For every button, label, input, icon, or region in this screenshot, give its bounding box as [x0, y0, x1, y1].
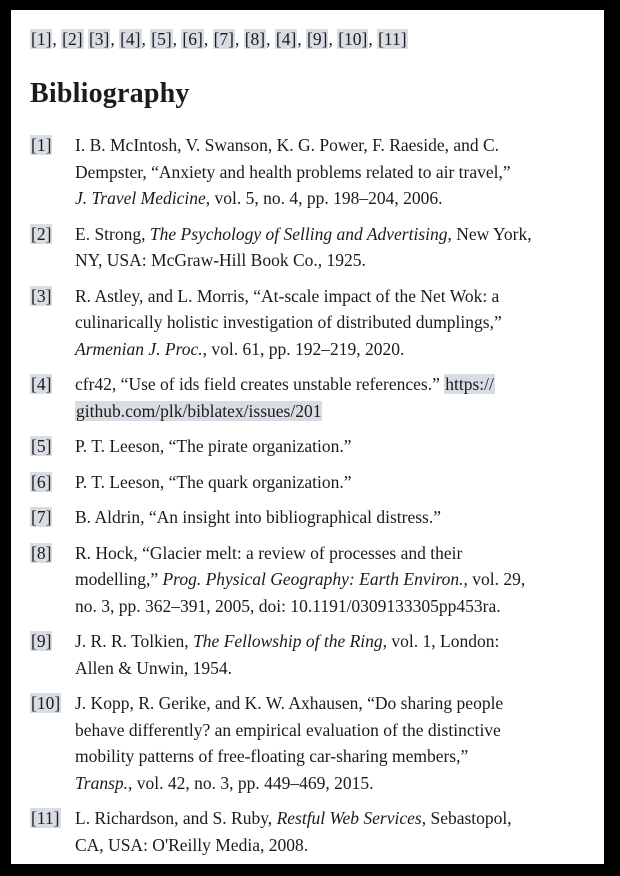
- entry-label[interactable]: [3]: [31, 285, 52, 306]
- entry-text-run: CA, USA: O'Reilly Media, 2008.: [75, 834, 309, 855]
- entry-text-run: , Sebastopol,: [421, 808, 512, 828]
- entry-body: [75, 628, 582, 681]
- entry-line: [75, 770, 582, 797]
- bibliography-heading: Bibliography: [30, 78, 190, 109]
- entry-line: [75, 283, 582, 310]
- entry-line: [75, 469, 582, 496]
- entry-text-run: L. Richardson, and S. Ruby,: [75, 808, 277, 828]
- entry-text-run: cfr42, “Use of ids field creates unstable references.”: [75, 374, 445, 394]
- bibliography-entry: [30, 540, 582, 620]
- bibliography-entry: [30, 805, 582, 858]
- bibliography-list: [30, 132, 582, 858]
- citation-ref[interactable]: [7]: [213, 29, 234, 49]
- entry-line: [75, 221, 582, 248]
- entry-body: [75, 433, 582, 460]
- entry-label-cell: [30, 690, 75, 796]
- entry-label-cell: [30, 540, 75, 620]
- citation-ref[interactable]: [10]: [338, 29, 368, 49]
- citation-ref[interactable]: [1]: [31, 29, 52, 49]
- entry-label[interactable]: [7]: [31, 507, 52, 527]
- citation-ref[interactable]: [4]: [275, 29, 297, 49]
- entry-label[interactable]: [10]: [31, 693, 61, 713]
- entry-line: [75, 593, 582, 620]
- bibliography-entry: [30, 132, 582, 212]
- entry-line: [75, 628, 582, 655]
- entry-text-run: E. Strong,: [75, 223, 150, 244]
- citation-ref[interactable]: [6]: [182, 29, 203, 49]
- entry-body: [75, 540, 582, 620]
- entry-line: [75, 185, 582, 212]
- entry-text-run: J. R. R. Tolkien,: [75, 631, 194, 651]
- entry-body: [75, 132, 582, 212]
- work-title: The Fellowship of the Ring: [193, 631, 383, 651]
- entry-text-run: Dempster, “Anxiety and health problems related to air travel,”: [75, 161, 511, 182]
- entry-line: [75, 655, 582, 682]
- entry-line: [75, 132, 582, 159]
- entry-label-cell: [30, 221, 75, 274]
- entry-text-run: , vol. 5, no. 4, pp. 198–204, 2006.: [205, 188, 443, 208]
- entry-line: [75, 743, 582, 770]
- bibliography-entry: [30, 628, 582, 681]
- entry-line: [75, 371, 582, 398]
- entry-text-run: , New York,: [447, 223, 532, 244]
- entry-line: [75, 504, 582, 531]
- entry-text-run: J. Kopp, R. Gerike, and K. W. Axhausen, “Do sharing people: [75, 693, 504, 713]
- entry-text-run: NY, USA: McGraw-Hill Book Co., 1925.: [75, 250, 366, 270]
- entry-text-run: P. T. Leeson, “The pirate organization.”: [75, 436, 352, 456]
- bibliography-entry: [30, 469, 582, 496]
- entry-line: [75, 717, 582, 744]
- entry-label-cell: [30, 504, 75, 531]
- entry-text-run: culinarically holistic investigation of distributed dumplings,”: [75, 312, 502, 332]
- citation-line: [1], [2] [3], [4], [5], [6], [7], [8], [4], [9], [10], [11]: [31, 29, 407, 49]
- entry-text-run: modelling,”: [75, 569, 163, 589]
- entry-text-run: , vol. 1, London:: [382, 631, 500, 651]
- entry-body: [75, 690, 582, 796]
- bibliography-entry: [30, 433, 582, 460]
- entry-line: [75, 159, 582, 186]
- entry-text-run: B. Aldrin, “An insight into bibliographical distress.”: [75, 507, 442, 527]
- entry-label-cell: [30, 283, 75, 363]
- entry-body: [75, 371, 582, 424]
- entry-label-cell: [30, 628, 75, 681]
- citation-ref[interactable]: [4]: [120, 29, 141, 49]
- entry-text-run: , vol. 42, no. 3, pp. 449–469, 2015.: [128, 772, 374, 793]
- entry-label[interactable]: [8]: [31, 542, 52, 563]
- entry-body: [75, 469, 582, 496]
- entry-body: [75, 221, 582, 274]
- entry-label[interactable]: [2]: [31, 223, 52, 244]
- work-title: Armenian J. Proc.: [75, 338, 203, 359]
- entry-text-run: behave differently? an empirical evaluation of the distinctive: [75, 719, 501, 740]
- entry-body: [75, 504, 582, 531]
- work-title: Transp.: [75, 772, 129, 793]
- bibliography-entry: [30, 283, 582, 363]
- entry-label-cell: [30, 805, 75, 858]
- document-page: [11, 10, 604, 864]
- entry-label[interactable]: [11]: [31, 808, 60, 828]
- entry-label-cell: [30, 433, 75, 460]
- entry-line: [75, 690, 582, 717]
- entry-text-run: I. B. McIntosh, V. Swanson, K. G. Power, F. Raeside, and C.: [75, 135, 500, 155]
- work-title: Restful Web Services: [276, 808, 422, 828]
- entry-line: [75, 398, 582, 425]
- bibliography-entry: [30, 690, 582, 796]
- entry-text-run: , vol. 61, pp. 192–219, 2020.: [202, 338, 405, 359]
- citation-ref[interactable]: [2]: [62, 29, 83, 49]
- entry-label[interactable]: [6]: [31, 471, 52, 492]
- entry-line: [75, 336, 582, 363]
- entry-text-run: mobility patterns of free-floating car-sharing members,”: [75, 746, 469, 766]
- entry-label[interactable]: [9]: [31, 631, 52, 651]
- entry-text-run: R. Astley, and L. Morris, “At-scale impact of the Net Wok: a: [75, 285, 500, 306]
- entry-text-run: R. Hock, “Glacier melt: a review of processes and their: [75, 542, 463, 563]
- entry-line: [75, 309, 582, 336]
- entry-label-cell: [30, 132, 75, 212]
- work-title: J. Travel Medicine: [75, 188, 206, 208]
- citation-ref[interactable]: [3]: [88, 29, 110, 49]
- link-url[interactable]: github.com/plk/biblatex/issues/201: [76, 400, 322, 421]
- bibliography-entry: [30, 504, 582, 531]
- entry-text-run: Allen & Unwin, 1954.: [75, 657, 233, 678]
- citation-ref[interactable]: [9]: [307, 29, 328, 49]
- work-title: Prog. Physical Geography: Earth Environ.: [162, 569, 464, 589]
- entry-label-cell: [30, 371, 75, 424]
- bibliography-entry: [30, 371, 582, 424]
- entry-label-cell: [30, 469, 75, 496]
- entry-label[interactable]: [1]: [31, 135, 52, 155]
- entry-line: [75, 832, 582, 859]
- entry-line: [75, 540, 582, 567]
- entry-label[interactable]: [4]: [31, 374, 52, 394]
- entry-line: [75, 566, 582, 593]
- entry-line: [75, 433, 582, 460]
- citation-ref[interactable]: [8]: [244, 29, 266, 49]
- entry-line: [75, 805, 582, 832]
- entry-text-run: P. T. Leeson, “The quark organization.”: [75, 471, 352, 492]
- citation-ref[interactable]: [5]: [151, 29, 172, 49]
- entry-line: [75, 247, 582, 274]
- bibliography-entry: [30, 221, 582, 274]
- work-title: The Psychology of Selling and Advertising: [149, 223, 448, 244]
- link-url[interactable]: https://: [445, 374, 494, 394]
- citation-ref[interactable]: [11]: [378, 29, 407, 49]
- entry-body: [75, 283, 582, 363]
- entry-text-run: no. 3, pp. 362–391, 2005, doi: 10.1191/0309133305pp453ra.: [75, 595, 501, 616]
- entry-body: [75, 805, 582, 858]
- entry-text-run: , vol. 29,: [463, 569, 526, 589]
- entry-label[interactable]: [5]: [31, 436, 52, 456]
